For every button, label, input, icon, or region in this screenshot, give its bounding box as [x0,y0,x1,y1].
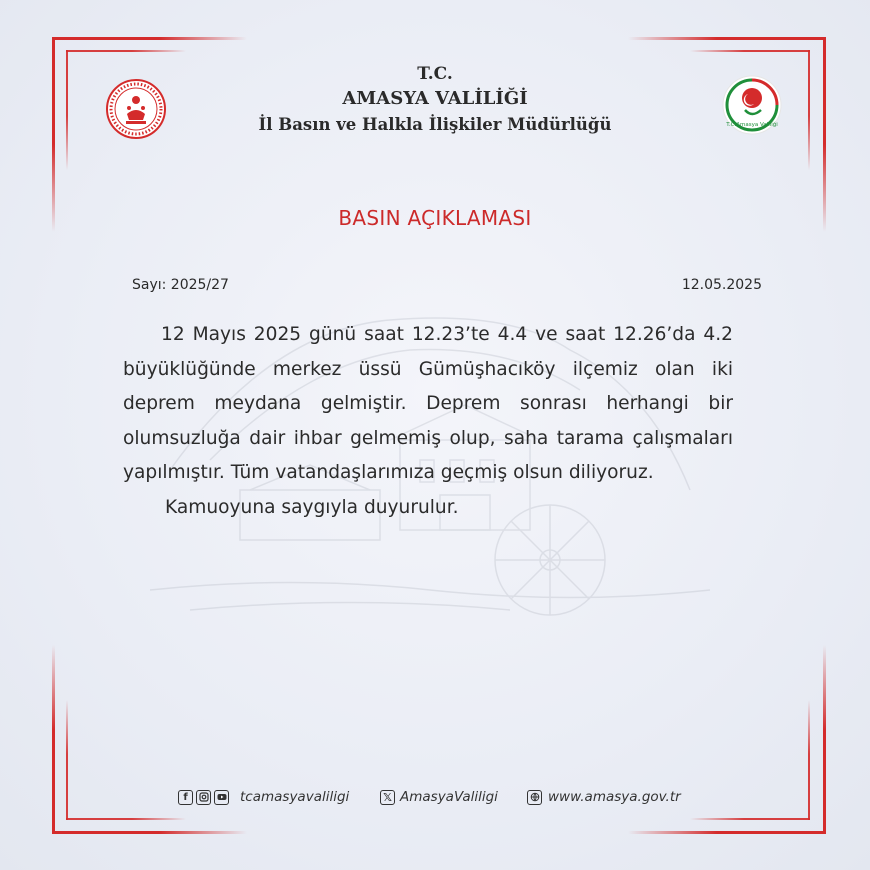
youtube-icon[interactable] [214,790,229,805]
x-link[interactable] [380,786,498,808]
frame-bottom-left-h-inner [66,818,186,820]
body-paragraph-1: 12 Mayıs 2025 günü saat 12.23’te 4.4 ve saat 12.26’da 4.2 büyüklüğünde merkez üssü Gümüşhacıköy ilçemiz olan iki deprem meydana gelmiştir. Deprem sonrası herhangi bir olumsuzluğa dair ihbar gelmemiş olup, saha tarama çalışmaları yapılmıştır. Tüm vatandaşlarımıza geçmiş olsun diliyoruz. [123,324,733,483]
contact-footer [0,786,870,810]
header-governorship: AMASYA VALİLİĞİ [342,88,528,109]
header-tc: T.C. [417,64,453,84]
frame-bottom-left-h [52,831,247,834]
frame-bottom-right-h [628,831,826,834]
header-department: İl Basın ve Halkla İlişkiler Müdürlüğü [258,115,612,134]
document-number: Sayı: 2025/27 [132,277,229,293]
document-title: BASIN AÇIKLAMASI [338,206,532,230]
frame-top-right-h-inner [690,50,810,52]
website-url[interactable]: www.amasya.gov.tr [548,789,681,805]
frame-bottom-right-h-inner [690,818,810,820]
social-links[interactable] [178,786,349,808]
website-link[interactable] [527,786,681,808]
x-handle[interactable]: AmasyaValiligi [400,789,498,805]
web-icon[interactable] [527,790,542,805]
body-paragraph-2: Kamuoyuna saygıyla duyurulur. [165,496,459,518]
x-icon[interactable]: 𝕏 [380,790,395,805]
frame-top-left-h-inner [66,50,186,52]
instagram-icon[interactable] [196,790,211,805]
press-release-body [123,318,733,525]
document-date: 12.05.2025 [681,277,762,293]
social-handle[interactable]: tcamasyavaliligi [240,789,350,805]
frame-top-right-h [628,37,826,40]
frame-top-left-h [52,37,247,40]
facebook-icon[interactable]: f [178,790,193,805]
document-header [0,62,870,138]
svg-text:T.C.Amasya Valiliği: T.C.Amasya Valiliği [726,122,778,128]
